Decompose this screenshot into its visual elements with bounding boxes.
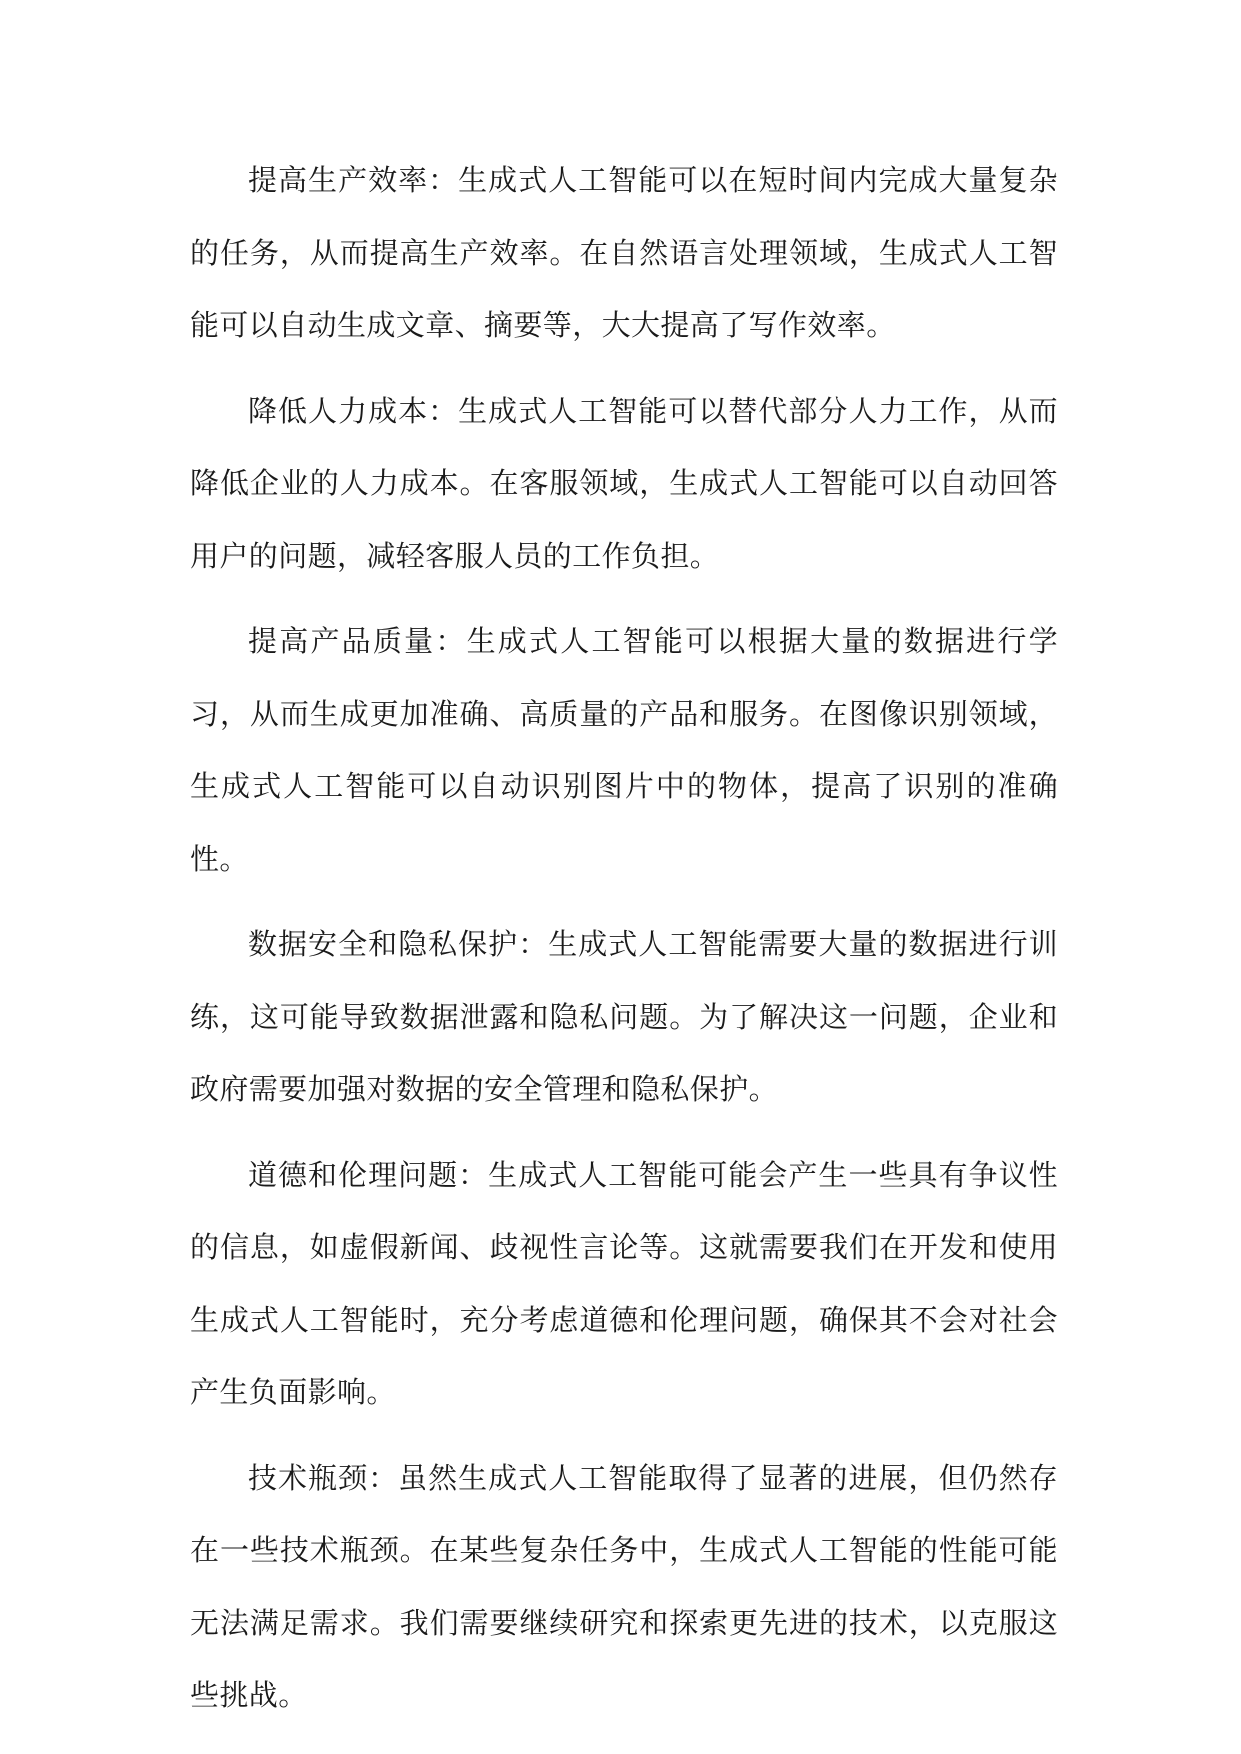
paragraph-labor-cost: 降低人力成本：生成式人工智能可以替代部分人力工作，从而降低企业的人力成本。在客服领域，生成式人工智能可以自动回答用户的问题，减轻客服人员的工作负担。 (190, 393, 1058, 573)
paragraph-productivity: 提高生产效率：生成式人工智能可以在短时间内完成大量复杂的任务，从而提高生产效率。在自然语言处理领域，生成式人工智能可以自动生成文章、摘要等，大大提高了写作效率。 (190, 163, 1058, 342)
paragraph-ethics: 道德和伦理问题：生成式人工智能可能会产生一些具有争议性的信息，如虚假新闻、歧视性言论等。这就需要我们在开发和使用生成式人工智能时，充分考虑道德和伦理问题，确保其不会对社会产生负面影响。 (190, 1157, 1058, 1409)
paragraph-tech-bottleneck: 技术瓶颈：虽然生成式人工智能取得了显著的进展，但仍然存在一些技术瓶颈。在某些复杂任务中，生成式人工智能的性能可能无法满足需求。我们需要继续研究和探索更先进的技术，以克服这些挑战。 (190, 1460, 1058, 1712)
paragraph-data-privacy: 数据安全和隐私保护：生成式人工智能需要大量的数据进行训练，这可能导致数据泄露和隐私问题。为了解决这一问题，企业和政府需要加强对数据的安全管理和隐私保护。 (190, 927, 1058, 1106)
document-body (190, 144, 1058, 1745)
paragraph-product-quality: 提高产品质量：生成式人工智能可以根据大量的数据进行学习，从而生成更加准确、高质量的产品和服务。在图像识别领域，生成式人工智能可以自动识别图片中的物体，提高了识别的准确性。 (190, 624, 1058, 876)
